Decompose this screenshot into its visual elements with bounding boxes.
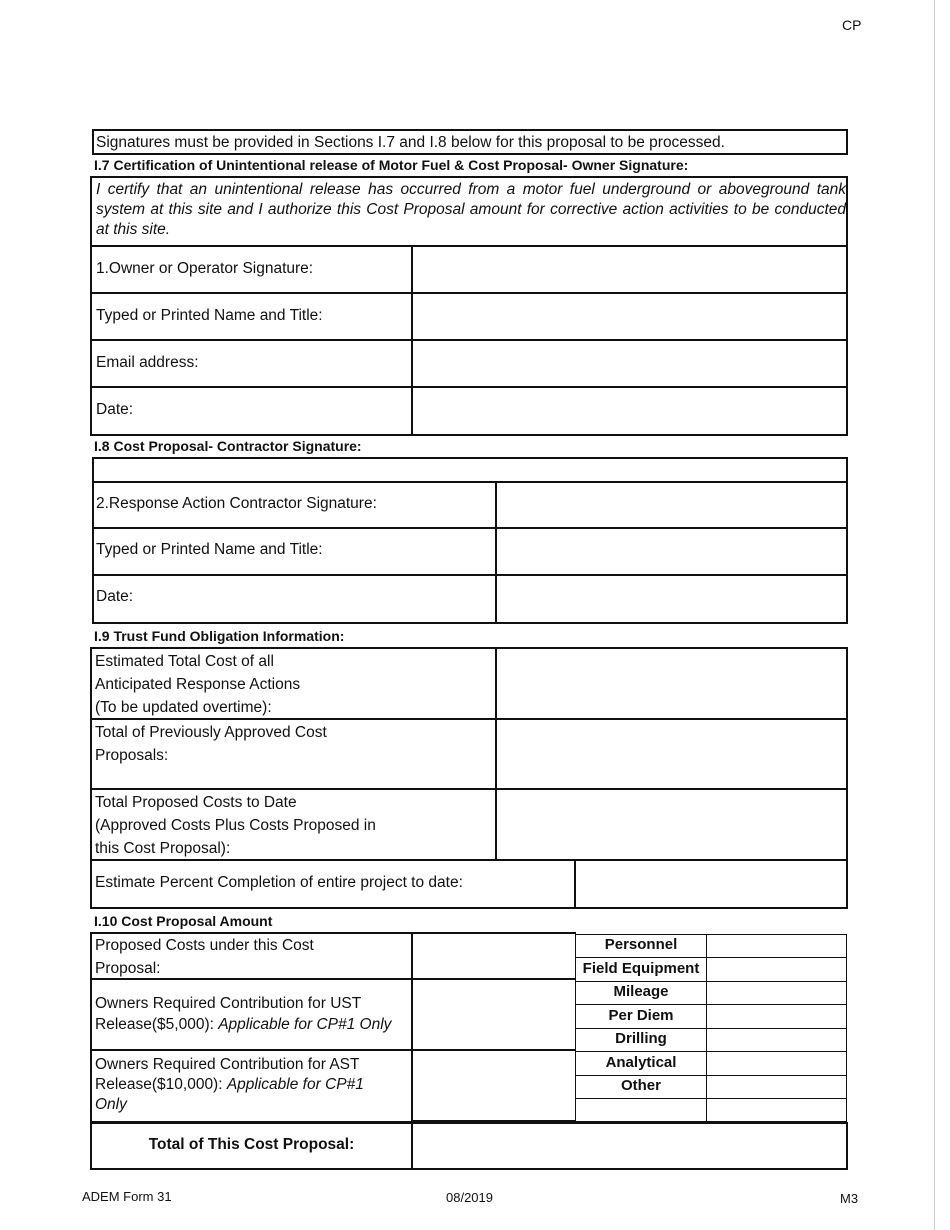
contractor-signature-label: 2.Response Action Contractor Signature:	[96, 495, 377, 512]
divider	[90, 1049, 413, 1051]
category-per-diem: Per Diem	[608, 1007, 674, 1024]
ust-contribution-label: Owners Required Contribution for UST Release($5,000): Applicable for CP#1 Only	[95, 995, 392, 1033]
category-value-field[interactable]	[707, 1029, 846, 1051]
contractor-name-field[interactable]	[498, 529, 846, 574]
owner-name-field[interactable]	[414, 294, 846, 339]
owner-name-label: Typed or Printed Name and Title:	[96, 307, 323, 324]
proposed-to-date-label: Total Proposed Costs to Date (Approved Costs Plus Costs Proposed in this Cost Proposal):	[95, 794, 376, 857]
category-analytical: Analytical	[605, 1054, 677, 1071]
section-17-title: I.7 Certification of Unintentional release of Motor Fuel & Cost Proposal- Owner Signature:	[94, 157, 689, 173]
total-field[interactable]	[414, 1124, 846, 1168]
footer-page: M3	[840, 1191, 859, 1206]
category-other: Other	[620, 1077, 661, 1094]
category-field-equipment: Field Equipment	[582, 960, 700, 977]
category-mileage: Mileage	[613, 983, 669, 1000]
category-value-field[interactable]	[707, 935, 846, 957]
ast-contribution-label: Owners Required Contribution for AST Release($10,000): Applicable for CP#1 Only	[95, 1056, 364, 1113]
total-label: Total of This Cost Proposal:	[148, 1136, 355, 1153]
header-code: CP	[842, 17, 862, 33]
proposed-costs-label: Proposed Costs under this Cost Proposal:	[95, 937, 314, 977]
estimated-total-label: Estimated Total Cost of all Anticipated Response Actions (To be updated overtime):	[95, 653, 301, 716]
contractor-name-label: Typed or Printed Name and Title:	[96, 541, 323, 558]
category-value-field[interactable]	[707, 958, 846, 981]
category-value-field[interactable]	[707, 1099, 846, 1121]
estimated-total-field[interactable]	[498, 649, 846, 718]
divider	[574, 859, 576, 909]
owner-email-label: Email address:	[96, 354, 199, 371]
owner-date-label: Date:	[96, 401, 134, 418]
divider	[495, 647, 497, 860]
divider	[411, 245, 413, 436]
category-drilling: Drilling	[615, 1030, 667, 1047]
category-value-field[interactable]	[707, 982, 846, 1004]
footer-date: 08/2019	[446, 1190, 493, 1205]
divider	[495, 481, 497, 624]
footer-form: ADEM Form 31	[82, 1189, 172, 1204]
category-value-field[interactable]	[707, 1005, 846, 1028]
owner-email-field[interactable]	[414, 341, 846, 386]
section-19-title: I.9 Trust Fund Obligation Information:	[94, 628, 345, 644]
category-value-field[interactable]	[707, 1052, 846, 1075]
ust-contribution-field[interactable]	[414, 980, 574, 1049]
category-personnel: Personnel	[604, 936, 678, 953]
scan-edge-line	[934, 0, 935, 1230]
owner-signature-field[interactable]	[414, 247, 846, 292]
section-18-title: I.8 Cost Proposal- Contractor Signature:	[94, 438, 362, 454]
contractor-signature-field[interactable]	[498, 483, 846, 527]
ast-contribution-field[interactable]	[414, 1051, 574, 1120]
previously-approved-field[interactable]	[498, 720, 846, 788]
percent-completion-label: Estimate Percent Completion of entire project to date:	[95, 874, 463, 891]
notice-text: Signatures must be provided in Sections I.7 and I.8 below for this proposal to be processed.	[96, 134, 725, 151]
owner-date-field[interactable]	[414, 388, 846, 434]
contractor-date-field[interactable]	[498, 576, 846, 622]
contractor-date-label: Date:	[96, 588, 134, 605]
owner-signature-label: 1.Owner or Operator Signature:	[96, 260, 314, 277]
proposed-costs-field[interactable]	[414, 934, 574, 978]
section-110-title: I.10 Cost Proposal Amount	[94, 913, 273, 929]
category-value-field[interactable]	[707, 1076, 846, 1098]
percent-completion-field[interactable]	[577, 861, 846, 907]
previously-approved-label: Total of Previously Approved Cost Proposals:	[95, 724, 327, 764]
certification-text: I certify that an unintentional release has occurred from a motor fuel underground or aboveground tank system at this site and I authorize this Cost Proposal amount for corrective action activities to be conducted at this site.	[96, 181, 846, 238]
proposed-to-date-field[interactable]	[498, 790, 846, 859]
